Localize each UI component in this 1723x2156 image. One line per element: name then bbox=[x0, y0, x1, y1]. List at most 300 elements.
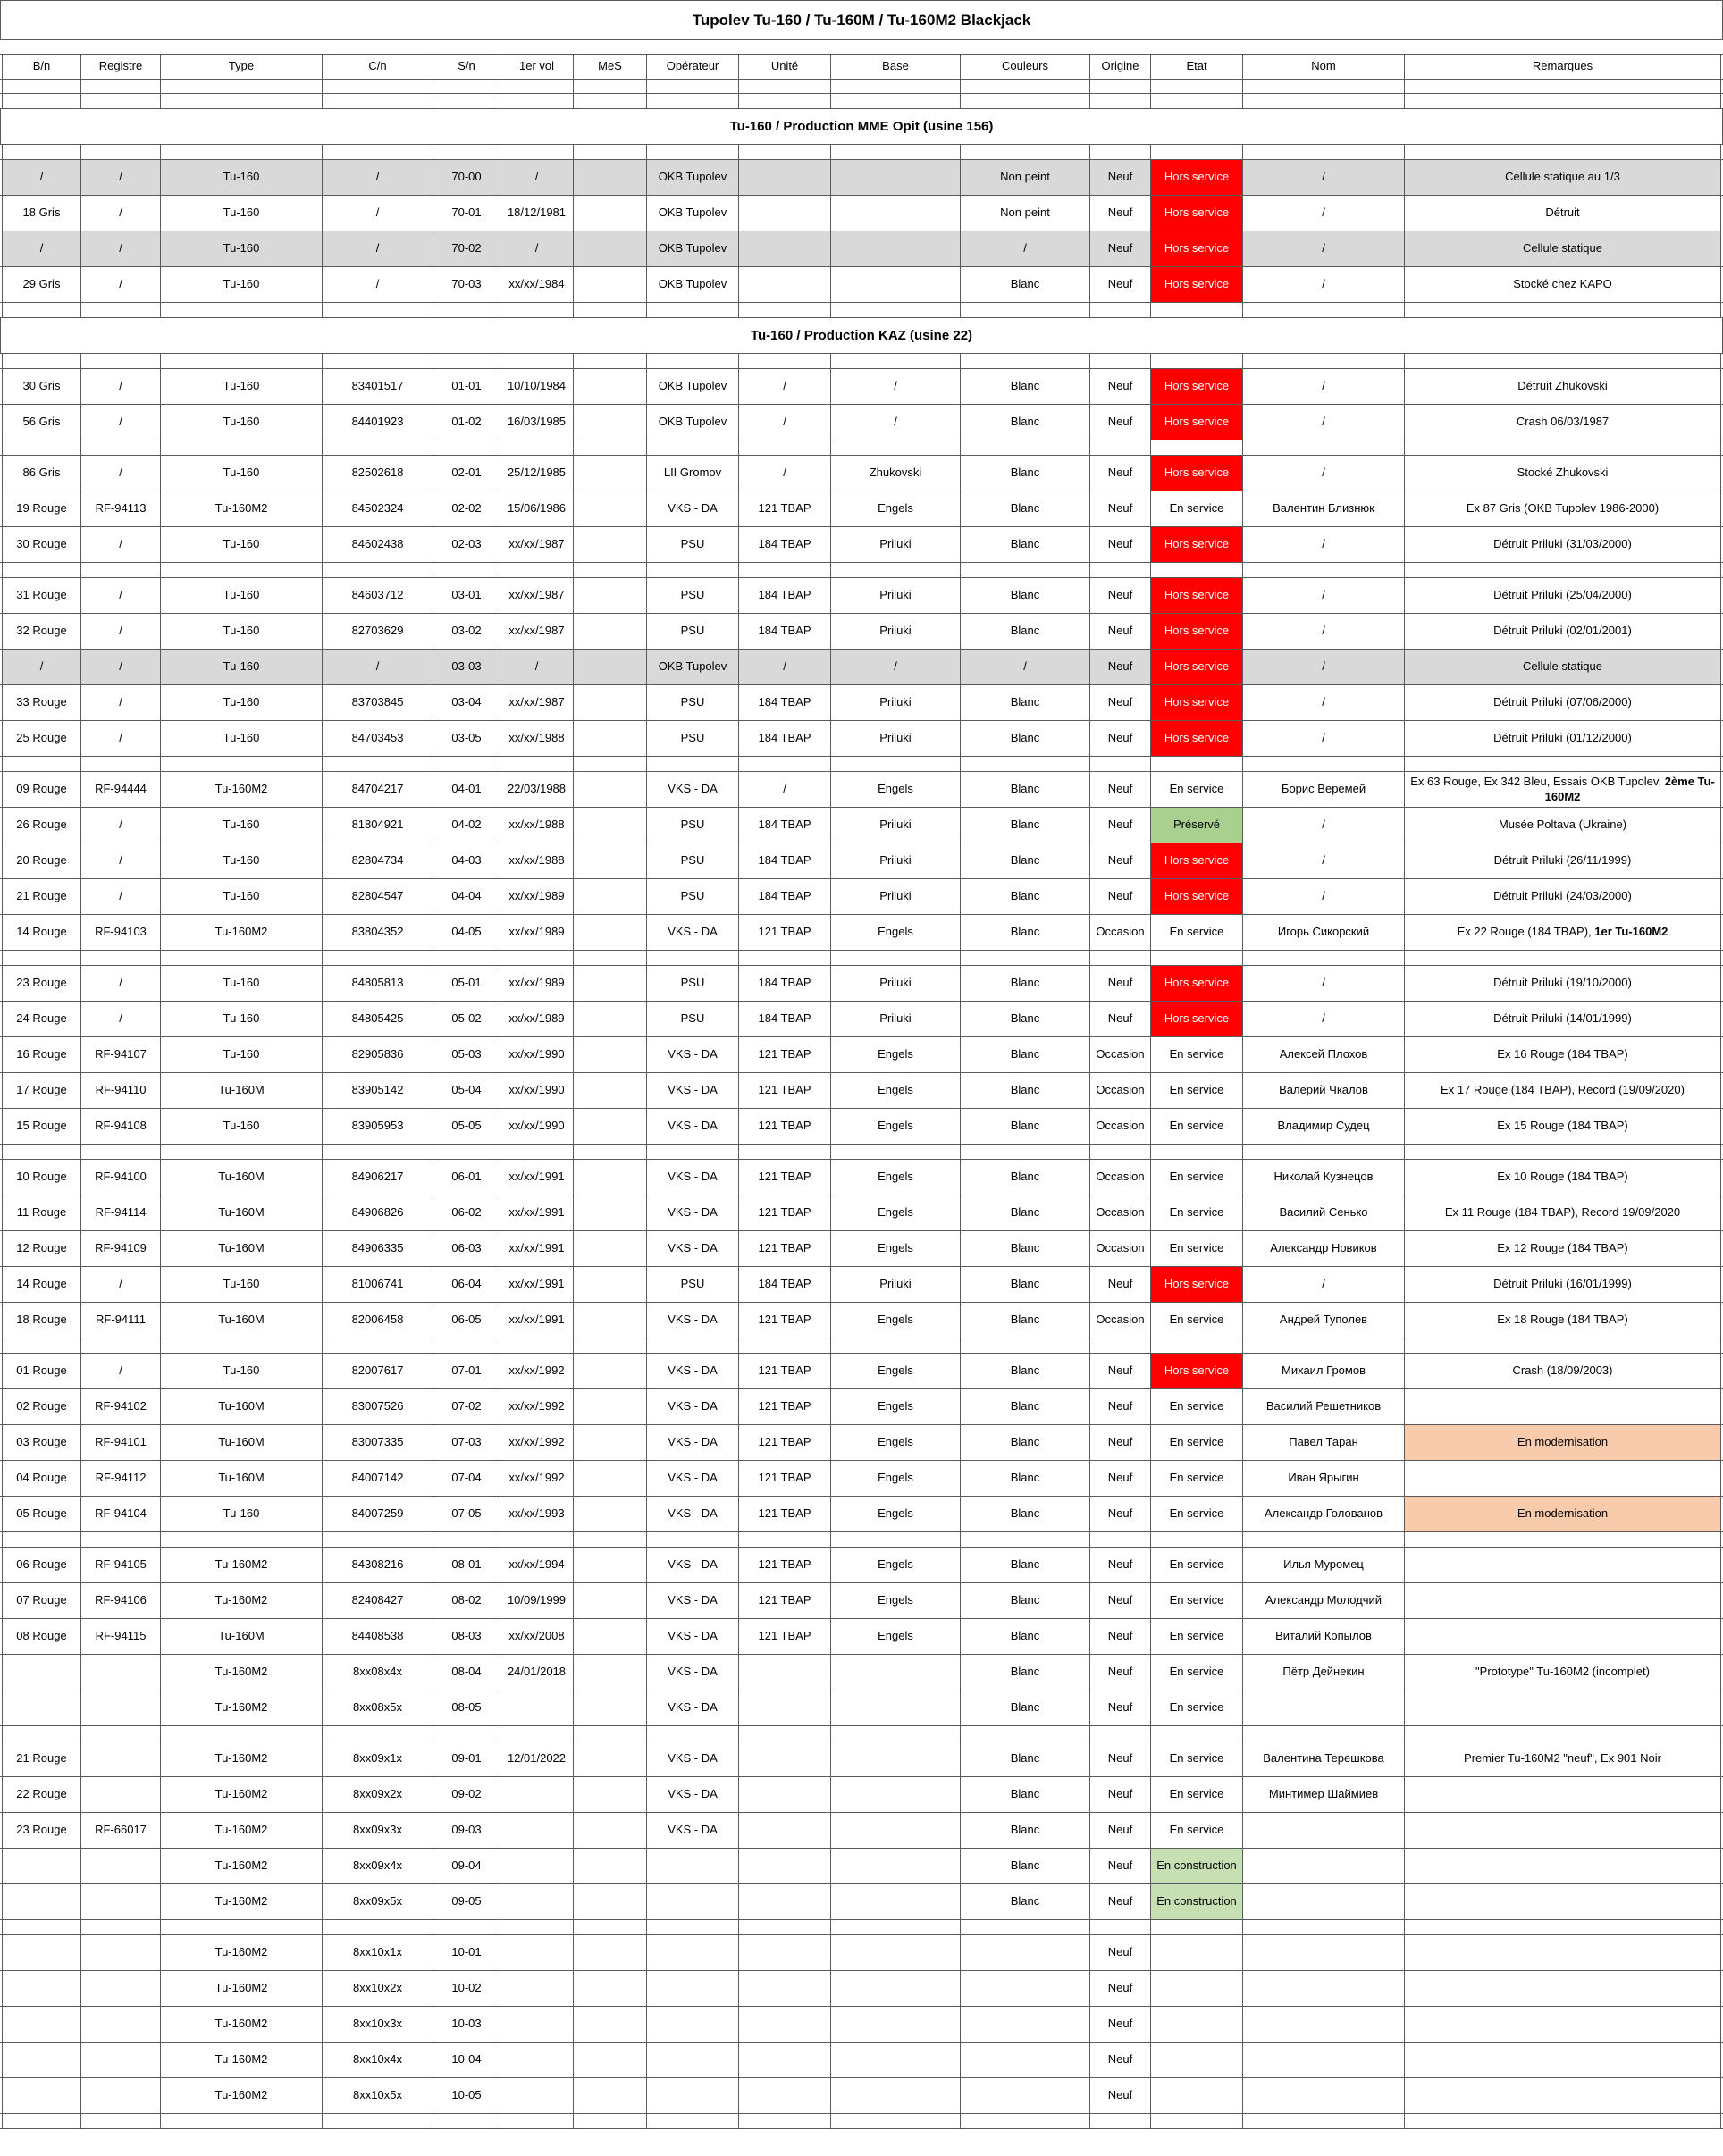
cell-premier-vol: xx/xx/1988 bbox=[500, 808, 574, 843]
cell-sn: 05-05 bbox=[433, 1109, 500, 1144]
cell-origine: Neuf bbox=[1090, 1619, 1151, 1654]
cell-etat: Hors service bbox=[1151, 369, 1243, 404]
empty-cell bbox=[831, 757, 961, 771]
cell-base bbox=[831, 2007, 961, 2042]
empty-cell bbox=[647, 1338, 739, 1353]
empty-cell bbox=[2, 757, 81, 771]
cell-nom: / bbox=[1243, 1002, 1405, 1036]
cell-couleurs: Blanc bbox=[961, 1160, 1090, 1195]
cell-nom: / bbox=[1243, 578, 1405, 613]
cell-origine: Neuf bbox=[1090, 578, 1151, 613]
cell-bn: 17 Rouge bbox=[2, 1073, 81, 1108]
empty-cell bbox=[161, 1920, 323, 1934]
cell-remarques: Détruit Priluki (16/01/1999) bbox=[1405, 1267, 1721, 1302]
cell-nom: / bbox=[1243, 231, 1405, 266]
cell-bn: 31 Rouge bbox=[2, 578, 81, 613]
table-row bbox=[0, 1160, 1723, 1195]
cell-base bbox=[831, 2078, 961, 2113]
cell-premier-vol: xx/xx/1992 bbox=[500, 1461, 574, 1496]
cell-couleurs: Blanc bbox=[961, 1548, 1090, 1582]
empty-cell bbox=[574, 1145, 647, 1159]
cell-cn: 84906217 bbox=[323, 1160, 433, 1195]
empty-cell bbox=[1090, 94, 1151, 108]
cell-base: Engels bbox=[831, 1497, 961, 1531]
cell-mes bbox=[574, 405, 647, 440]
cell-bn: 23 Rouge bbox=[2, 966, 81, 1001]
cell-premier-vol: xx/xx/1987 bbox=[500, 527, 574, 562]
cell-bn: / bbox=[2, 650, 81, 684]
empty-cell bbox=[81, 303, 161, 317]
cell-unite: 121 TBAP bbox=[739, 1548, 831, 1582]
cell-unite bbox=[739, 1971, 831, 2006]
column-header-cn: C/n bbox=[323, 55, 433, 79]
cell-remarques bbox=[1405, 1849, 1721, 1883]
cell-operateur: VKS - DA bbox=[647, 1303, 739, 1338]
cell-cn: 8xx10x4x bbox=[323, 2043, 433, 2077]
cell-unite: 184 TBAP bbox=[739, 527, 831, 562]
empty-cell bbox=[1405, 80, 1721, 93]
cell-premier-vol: 12/01/2022 bbox=[500, 1741, 574, 1776]
cell-bn: 07 Rouge bbox=[2, 1583, 81, 1618]
empty-cell bbox=[323, 303, 433, 317]
cell-registre: / bbox=[81, 685, 161, 720]
cell-remarques: Cellule statique au 1/3 bbox=[1405, 160, 1721, 195]
cell-mes bbox=[574, 1425, 647, 1460]
cell-sn: 03-05 bbox=[433, 721, 500, 756]
cell-etat: En service bbox=[1151, 1813, 1243, 1848]
cell-type: Tu-160M bbox=[161, 1073, 323, 1108]
table-row bbox=[0, 2043, 1723, 2078]
cell-bn: 09 Rouge bbox=[2, 772, 81, 807]
cell-remarques bbox=[1405, 1548, 1721, 1582]
empty-cell bbox=[1090, 563, 1151, 577]
cell-operateur: VKS - DA bbox=[647, 1461, 739, 1496]
empty-cell bbox=[81, 2114, 161, 2128]
cell-premier-vol: xx/xx/1984 bbox=[500, 267, 574, 302]
cell-cn: 8xx10x2x bbox=[323, 1971, 433, 2006]
cell-cn: 8xx09x1x bbox=[323, 1741, 433, 1776]
cell-sn: 07-02 bbox=[433, 1389, 500, 1424]
cell-premier-vol: xx/xx/1989 bbox=[500, 1002, 574, 1036]
empty-cell bbox=[81, 1920, 161, 1934]
cell-couleurs: Blanc bbox=[961, 1231, 1090, 1266]
cell-sn: 09-05 bbox=[433, 1884, 500, 1919]
empty-cell bbox=[831, 1338, 961, 1353]
table-row bbox=[0, 1583, 1723, 1619]
table-row bbox=[0, 1389, 1723, 1425]
cell-mes bbox=[574, 1971, 647, 2006]
empty-cell bbox=[323, 145, 433, 159]
cell-etat: En service bbox=[1151, 1619, 1243, 1654]
table-row bbox=[0, 369, 1723, 405]
cell-etat: En service bbox=[1151, 1583, 1243, 1618]
cell-etat: Hors service bbox=[1151, 405, 1243, 440]
cell-bn: 19 Rouge bbox=[2, 491, 81, 526]
cell-sn: 08-05 bbox=[433, 1690, 500, 1725]
empty-cell bbox=[433, 1532, 500, 1547]
spacer-row bbox=[0, 2114, 1723, 2129]
spacer-row bbox=[0, 440, 1723, 456]
cell-etat: En service bbox=[1151, 1109, 1243, 1144]
cell-base: Priluki bbox=[831, 685, 961, 720]
cell-mes bbox=[574, 966, 647, 1001]
cell-bn bbox=[2, 1935, 81, 1970]
table-row bbox=[0, 915, 1723, 951]
cell-premier-vol bbox=[500, 2043, 574, 2077]
cell-registre: RF-94110 bbox=[81, 1073, 161, 1108]
cell-couleurs: Blanc bbox=[961, 685, 1090, 720]
cell-mes bbox=[574, 1884, 647, 1919]
empty-cell bbox=[739, 354, 831, 368]
cell-nom bbox=[1243, 2007, 1405, 2042]
cell-cn: 84703453 bbox=[323, 721, 433, 756]
cell-bn: 01 Rouge bbox=[2, 1354, 81, 1388]
cell-premier-vol: xx/xx/1993 bbox=[500, 1497, 574, 1531]
empty-cell bbox=[2, 1726, 81, 1741]
cell-cn: 8xx08x5x bbox=[323, 1690, 433, 1725]
cell-nom bbox=[1243, 1690, 1405, 1725]
cell-remarques: Détruit Priluki (31/03/2000) bbox=[1405, 527, 1721, 562]
cell-operateur: PSU bbox=[647, 808, 739, 843]
cell-couleurs bbox=[961, 2078, 1090, 2113]
table-row bbox=[0, 1461, 1723, 1497]
empty-cell bbox=[500, 757, 574, 771]
cell-sn: 08-03 bbox=[433, 1619, 500, 1654]
cell-base: Engels bbox=[831, 772, 961, 807]
cell-operateur: OKB Tupolev bbox=[647, 267, 739, 302]
cell-couleurs: / bbox=[961, 231, 1090, 266]
empty-cell bbox=[1151, 94, 1243, 108]
empty-cell bbox=[323, 1145, 433, 1159]
empty-cell bbox=[433, 757, 500, 771]
spacer-row bbox=[0, 1920, 1723, 1935]
table-row bbox=[0, 1303, 1723, 1338]
cell-premier-vol: xx/xx/1991 bbox=[500, 1267, 574, 1302]
column-header-premier-vol: 1er vol bbox=[500, 55, 574, 79]
empty-cell bbox=[574, 757, 647, 771]
cell-type: Tu-160M bbox=[161, 1389, 323, 1424]
empty-cell bbox=[831, 563, 961, 577]
cell-origine: Neuf bbox=[1090, 1849, 1151, 1883]
column-header-mes: MeS bbox=[574, 55, 647, 79]
cell-type: Tu-160M2 bbox=[161, 1655, 323, 1690]
cell-operateur: OKB Tupolev bbox=[647, 231, 739, 266]
cell-mes bbox=[574, 1267, 647, 1302]
cell-mes bbox=[574, 1690, 647, 1725]
cell-remarques bbox=[1405, 2007, 1721, 2042]
cell-unite: 184 TBAP bbox=[739, 685, 831, 720]
cell-unite: 121 TBAP bbox=[739, 1231, 831, 1266]
cell-remarques: Ex 16 Rouge (184 TBAP) bbox=[1405, 1037, 1721, 1072]
empty-cell bbox=[161, 94, 323, 108]
cell-etat: Hors service bbox=[1151, 721, 1243, 756]
empty-cell bbox=[500, 94, 574, 108]
cell-etat: En service bbox=[1151, 915, 1243, 950]
cell-etat: En service bbox=[1151, 1037, 1243, 1072]
empty-cell bbox=[1405, 563, 1721, 577]
cell-base bbox=[831, 1690, 961, 1725]
cell-sn: 06-01 bbox=[433, 1160, 500, 1195]
cell-couleurs: Blanc bbox=[961, 1073, 1090, 1108]
cell-etat: En service bbox=[1151, 1461, 1243, 1496]
cell-operateur: LII Gromov bbox=[647, 456, 739, 491]
cell-base: Engels bbox=[831, 915, 961, 950]
cell-unite: 184 TBAP bbox=[739, 966, 831, 1001]
cell-couleurs: Blanc bbox=[961, 1037, 1090, 1072]
table-row bbox=[0, 1354, 1723, 1389]
cell-unite: 121 TBAP bbox=[739, 491, 831, 526]
cell-operateur: VKS - DA bbox=[647, 1497, 739, 1531]
cell-bn: 86 Gris bbox=[2, 456, 81, 491]
empty-cell bbox=[961, 1338, 1090, 1353]
empty-cell bbox=[961, 2114, 1090, 2128]
empty-cell bbox=[433, 145, 500, 159]
cell-etat: En construction bbox=[1151, 1884, 1243, 1919]
cell-origine: Occasion bbox=[1090, 1109, 1151, 1144]
cell-operateur: OKB Tupolev bbox=[647, 160, 739, 195]
cell-operateur: VKS - DA bbox=[647, 491, 739, 526]
cell-base: Engels bbox=[831, 1303, 961, 1338]
cell-type: Tu-160M bbox=[161, 1303, 323, 1338]
cell-couleurs bbox=[961, 1971, 1090, 2006]
cell-type: Tu-160 bbox=[161, 879, 323, 914]
cell-sn: 02-03 bbox=[433, 527, 500, 562]
cell-unite bbox=[739, 2007, 831, 2042]
empty-cell bbox=[1405, 2114, 1721, 2128]
cell-operateur: VKS - DA bbox=[647, 1741, 739, 1776]
cell-etat: Hors service bbox=[1151, 650, 1243, 684]
cell-registre: / bbox=[81, 369, 161, 404]
cell-operateur: PSU bbox=[647, 966, 739, 1001]
cell-registre: RF-94104 bbox=[81, 1497, 161, 1531]
cell-premier-vol: 24/01/2018 bbox=[500, 1655, 574, 1690]
empty-cell bbox=[81, 951, 161, 965]
empty-cell bbox=[647, 94, 739, 108]
empty-cell bbox=[500, 303, 574, 317]
empty-cell bbox=[574, 1920, 647, 1934]
empty-cell bbox=[161, 1532, 323, 1547]
cell-premier-vol: / bbox=[500, 160, 574, 195]
cell-mes bbox=[574, 578, 647, 613]
cell-nom: / bbox=[1243, 966, 1405, 1001]
cell-base: Priluki bbox=[831, 843, 961, 878]
remark-text-plain: Ex 22 Rouge (184 TBAP), bbox=[1457, 925, 1595, 939]
empty-cell bbox=[81, 440, 161, 455]
cell-couleurs: Non peint bbox=[961, 196, 1090, 231]
cell-unite bbox=[739, 1655, 831, 1690]
cell-nom: Иван Ярыгин bbox=[1243, 1461, 1405, 1496]
cell-origine: Neuf bbox=[1090, 456, 1151, 491]
cell-premier-vol: 10/10/1984 bbox=[500, 369, 574, 404]
cell-registre: / bbox=[81, 578, 161, 613]
cell-unite: / bbox=[739, 772, 831, 807]
cell-operateur: VKS - DA bbox=[647, 1777, 739, 1812]
empty-cell bbox=[1405, 1726, 1721, 1741]
cell-couleurs: Blanc bbox=[961, 1741, 1090, 1776]
cell-registre: / bbox=[81, 456, 161, 491]
remark-text-bold: 2ème Tu-160M2 bbox=[1544, 775, 1715, 803]
empty-cell bbox=[500, 1532, 574, 1547]
cell-nom: / bbox=[1243, 267, 1405, 302]
cell-premier-vol: xx/xx/1987 bbox=[500, 685, 574, 720]
empty-cell bbox=[1090, 354, 1151, 368]
cell-type: Tu-160 bbox=[161, 160, 323, 195]
cell-sn: 04-02 bbox=[433, 808, 500, 843]
cell-couleurs bbox=[961, 2007, 1090, 2042]
column-header-type: Type bbox=[161, 55, 323, 79]
cell-registre: RF-94115 bbox=[81, 1619, 161, 1654]
cell-base: Priluki bbox=[831, 721, 961, 756]
cell-unite bbox=[739, 1884, 831, 1919]
empty-cell bbox=[1405, 1145, 1721, 1159]
cell-operateur: VKS - DA bbox=[647, 1619, 739, 1654]
empty-cell bbox=[433, 1145, 500, 1159]
cell-etat: Hors service bbox=[1151, 1267, 1243, 1302]
cell-remarques bbox=[1405, 2043, 1721, 2077]
cell-base bbox=[831, 231, 961, 266]
table-row bbox=[0, 614, 1723, 650]
cell-registre: / bbox=[81, 267, 161, 302]
empty-cell bbox=[1405, 145, 1721, 159]
cell-sn: 03-04 bbox=[433, 685, 500, 720]
cell-mes bbox=[574, 1497, 647, 1531]
empty-cell bbox=[81, 1338, 161, 1353]
cell-registre bbox=[81, 1777, 161, 1812]
cell-bn: 26 Rouge bbox=[2, 808, 81, 843]
cell-couleurs bbox=[961, 2043, 1090, 2077]
cell-origine: Neuf bbox=[1090, 1002, 1151, 1036]
cell-base: Zhukovski bbox=[831, 456, 961, 491]
empty-cell bbox=[574, 440, 647, 455]
empty-cell bbox=[2, 951, 81, 965]
cell-couleurs: Blanc bbox=[961, 1267, 1090, 1302]
cell-unite: 184 TBAP bbox=[739, 578, 831, 613]
table-row bbox=[0, 267, 1723, 303]
cell-cn: 8xx09x4x bbox=[323, 1849, 433, 1883]
spacer-row bbox=[0, 1532, 1723, 1548]
cell-cn: 84704217 bbox=[323, 772, 433, 807]
empty-cell bbox=[81, 80, 161, 93]
cell-cn: / bbox=[323, 650, 433, 684]
cell-bn: 29 Gris bbox=[2, 267, 81, 302]
cell-type: Tu-160 bbox=[161, 578, 323, 613]
empty-cell bbox=[500, 354, 574, 368]
empty-cell bbox=[1090, 1145, 1151, 1159]
cell-nom: Александр Голованов bbox=[1243, 1497, 1405, 1531]
cell-etat: En service bbox=[1151, 1231, 1243, 1266]
cell-remarques: Ex 12 Rouge (184 TBAP) bbox=[1405, 1231, 1721, 1266]
cell-cn: 81006741 bbox=[323, 1267, 433, 1302]
empty-cell bbox=[1151, 951, 1243, 965]
empty-cell bbox=[1405, 354, 1721, 368]
cell-base: Priluki bbox=[831, 808, 961, 843]
empty-cell bbox=[1151, 2114, 1243, 2128]
empty-cell bbox=[161, 951, 323, 965]
empty-cell bbox=[1090, 1338, 1151, 1353]
cell-sn: 10-05 bbox=[433, 2078, 500, 2113]
empty-cell bbox=[1090, 303, 1151, 317]
empty-cell bbox=[647, 1920, 739, 1934]
cell-base: Engels bbox=[831, 1231, 961, 1266]
empty-cell bbox=[2, 440, 81, 455]
empty-cell bbox=[1243, 1338, 1405, 1353]
cell-nom: / bbox=[1243, 685, 1405, 720]
empty-cell bbox=[1243, 1920, 1405, 1934]
empty-cell bbox=[961, 1920, 1090, 1934]
spacer-row bbox=[0, 80, 1723, 94]
cell-registre: RF-94444 bbox=[81, 772, 161, 807]
cell-cn: 84408538 bbox=[323, 1619, 433, 1654]
empty-cell bbox=[739, 757, 831, 771]
cell-etat bbox=[1151, 2043, 1243, 2077]
empty-cell bbox=[831, 354, 961, 368]
cell-type: Tu-160M2 bbox=[161, 1777, 323, 1812]
cell-nom: Валентин Близнюк bbox=[1243, 491, 1405, 526]
cell-remarques bbox=[1405, 1813, 1721, 1848]
empty-cell bbox=[433, 80, 500, 93]
cell-cn: 83007335 bbox=[323, 1425, 433, 1460]
cell-cn: / bbox=[323, 267, 433, 302]
cell-operateur: VKS - DA bbox=[647, 1231, 739, 1266]
cell-premier-vol bbox=[500, 2007, 574, 2042]
cell-origine: Occasion bbox=[1090, 1160, 1151, 1195]
cell-mes bbox=[574, 650, 647, 684]
empty-cell bbox=[831, 94, 961, 108]
empty-cell bbox=[323, 80, 433, 93]
empty-cell bbox=[500, 951, 574, 965]
cell-couleurs: Blanc bbox=[961, 405, 1090, 440]
empty-cell bbox=[2, 354, 81, 368]
cell-sn: 04-04 bbox=[433, 879, 500, 914]
cell-cn: 84308216 bbox=[323, 1548, 433, 1582]
cell-bn bbox=[2, 2007, 81, 2042]
cell-remarques: Crash 06/03/1987 bbox=[1405, 405, 1721, 440]
cell-unite: / bbox=[739, 456, 831, 491]
cell-sn: 09-01 bbox=[433, 1741, 500, 1776]
cell-cn: 83401517 bbox=[323, 369, 433, 404]
cell-operateur: VKS - DA bbox=[647, 1813, 739, 1848]
cell-couleurs: Blanc bbox=[961, 614, 1090, 649]
empty-cell bbox=[433, 1920, 500, 1934]
cell-mes bbox=[574, 843, 647, 878]
cell-operateur: PSU bbox=[647, 685, 739, 720]
empty-cell bbox=[739, 145, 831, 159]
cell-etat: En construction bbox=[1151, 1849, 1243, 1883]
cell-base bbox=[831, 267, 961, 302]
cell-couleurs: Blanc bbox=[961, 1655, 1090, 1690]
table-row bbox=[0, 1690, 1723, 1726]
empty-cell bbox=[1243, 951, 1405, 965]
empty-cell bbox=[433, 94, 500, 108]
cell-type: Tu-160M bbox=[161, 1195, 323, 1230]
cell-type: Tu-160 bbox=[161, 1002, 323, 1036]
empty-cell bbox=[739, 94, 831, 108]
empty-cell bbox=[961, 354, 1090, 368]
cell-base bbox=[831, 1655, 961, 1690]
empty-cell bbox=[574, 2114, 647, 2128]
table-row bbox=[0, 231, 1723, 267]
table-row bbox=[0, 966, 1723, 1002]
remark-text-bold: 1er Tu-160M2 bbox=[1594, 925, 1668, 939]
column-header-bn: B/n bbox=[2, 55, 81, 79]
cell-bn: 24 Rouge bbox=[2, 1002, 81, 1036]
cell-base bbox=[831, 1849, 961, 1883]
cell-origine: Neuf bbox=[1090, 1389, 1151, 1424]
cell-sn: 08-02 bbox=[433, 1583, 500, 1618]
empty-cell bbox=[433, 563, 500, 577]
cell-type: Tu-160 bbox=[161, 966, 323, 1001]
cell-mes bbox=[574, 772, 647, 807]
